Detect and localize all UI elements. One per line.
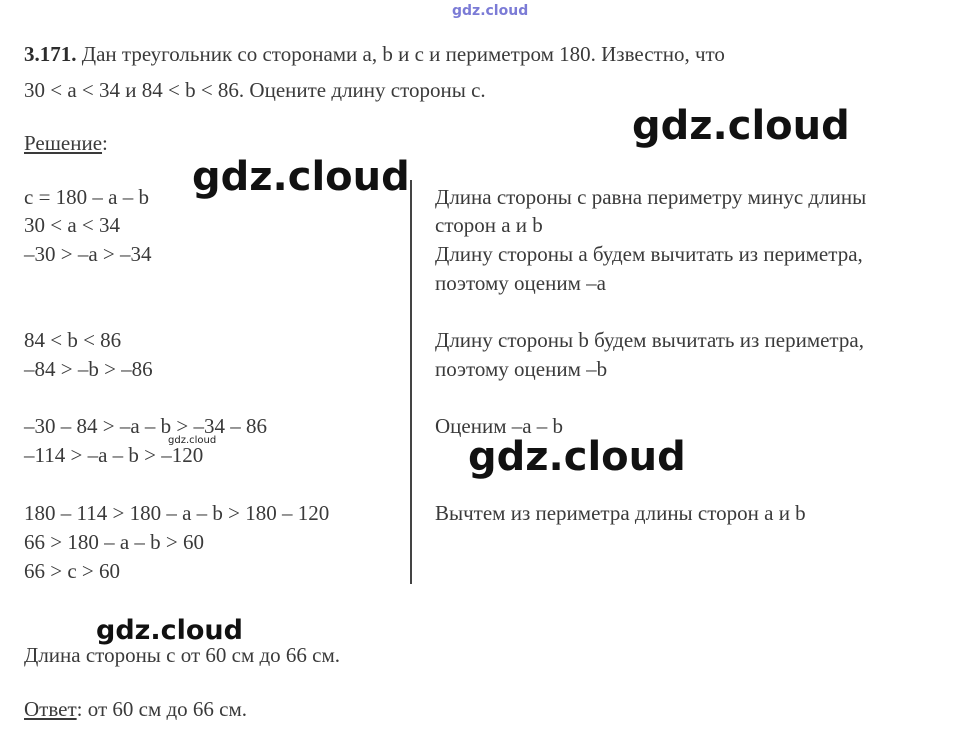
answer-text: : от 60 см до 66 см. (76, 697, 248, 721)
left-line-7: –114 > –a – b > –120 (24, 443, 204, 467)
left-line-5: –84 > –b > –86 (24, 357, 153, 381)
task-number: 3.171. (24, 42, 77, 66)
answer-label: Ответ (24, 697, 77, 721)
watermark-big-3: gdz.cloud (468, 434, 686, 480)
watermark-small: gdz.cloud (168, 435, 217, 446)
watermark-big-2: gdz.cloud (192, 154, 410, 200)
left-line-4: 84 < b < 86 (24, 328, 122, 352)
left-line-10: 66 > c > 60 (24, 559, 121, 583)
left-line-9: 66 > 180 – a – b > 60 (24, 530, 205, 554)
task-statement-line1 (24, 44, 725, 65)
solution-colon: : (102, 131, 108, 155)
right-line-3: Длину стороны а будем вычитать из периметра, (435, 242, 863, 266)
right-line-1: Длина стороны с равна периметру минус длины (435, 185, 867, 209)
right-line-5: Длину стороны b будем вычитать из периметра, (435, 328, 864, 352)
solution-heading (24, 133, 108, 154)
right-line-7: Оценим –a – b (435, 414, 564, 438)
left-line-8: 180 – 114 > 180 – a – b > 180 – 120 (24, 501, 330, 525)
solution-label: Решение (24, 131, 103, 155)
conclusion-text: Длина стороны с от 60 см до 66 см. (24, 643, 341, 667)
right-line-2: сторон a и b (435, 213, 543, 237)
left-line-1: c = 180 – a – b (24, 185, 149, 209)
left-line-3: –30 > –a > –34 (24, 242, 152, 266)
right-line-8: Вычтем из периметра длины сторон a и b (435, 501, 806, 525)
column-divider (410, 180, 412, 584)
task-text-line1: Дан треугольник со сторонами a, b и c и периметром 180. Известно, что (81, 42, 725, 66)
watermark-mid: gdz.cloud (96, 615, 243, 646)
left-line-2: 30 < a < 34 (24, 213, 121, 237)
left-line-6: –30 – 84 > –a – b > –34 – 86 (24, 414, 268, 438)
watermark-big-1: gdz.cloud (632, 103, 850, 149)
right-line-6: поэтому оценим –b (435, 357, 608, 381)
task-text-line2: 30 < a < 34 и 84 < b < 86. Оцените длину стороны c. (24, 78, 486, 102)
right-line-4: поэтому оценим –a (435, 271, 606, 295)
watermark-top: gdz.cloud (452, 3, 529, 19)
answer-line (24, 699, 247, 720)
